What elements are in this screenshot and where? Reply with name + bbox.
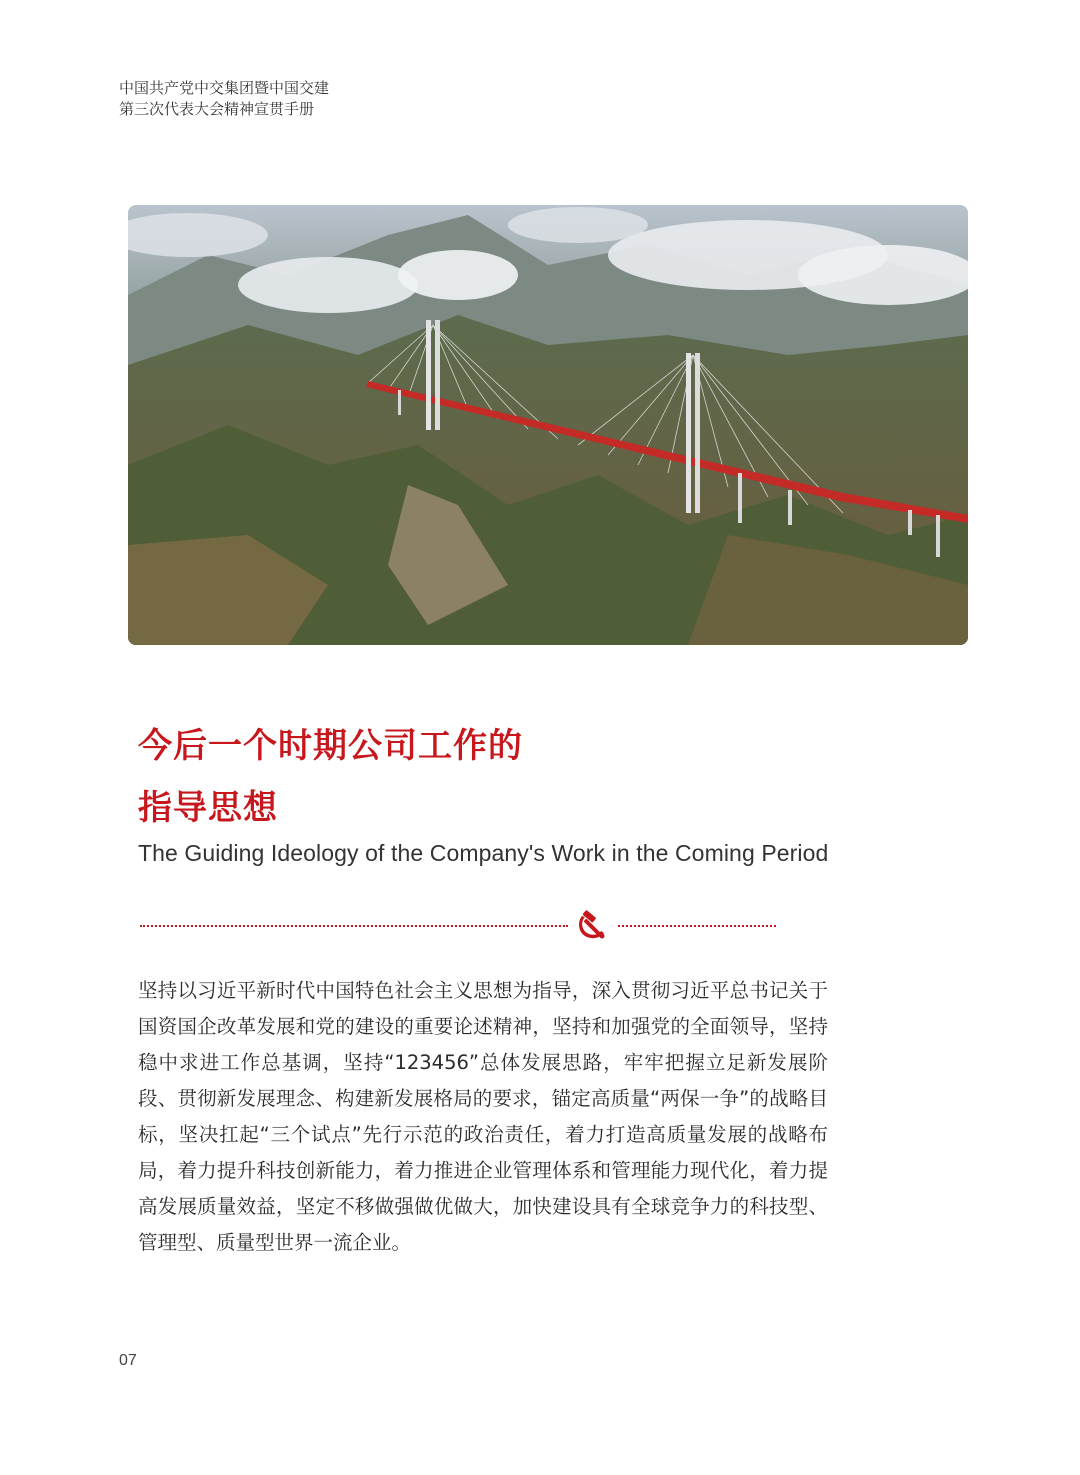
header-line-2: 第三次代表大会精神宣贯手册 (119, 100, 315, 118)
section-title-line-1: 今后一个时期公司工作的 (138, 726, 523, 766)
divider-dots-right (618, 925, 776, 927)
hammer-sickle-icon (573, 907, 609, 943)
section-title-line-2: 指导思想 (138, 788, 278, 828)
divider-dots-left (140, 925, 568, 927)
page-number: 07 (119, 1352, 137, 1369)
section-body: 坚持以习近平新时代中国特色社会主义思想为指导，深入贯彻习近平总书记关于国资国企改革发展和党的建设的重要论述精神，坚持和加强党的全面领导，坚持稳中求进工作总基调，坚持“123456”总体发展思路，牢牢把握立足新发展阶段、贯彻新发展理念、构建新发展格局的要求，锚定高质量“两保一争”的战略目标，坚决扛起“三个试点”先行示范的政治责任，着力打造高质量发展的战略布局，着力提升科技创新能力，着力推进企业管理体系和管理能力现代化，着力提高发展质量效益，坚定不移做强做优做大，加快建设具有全球竞争力的科技型、管理型、质量型世界一流企业。 (138, 979, 828, 1254)
bridge-photo (128, 205, 968, 645)
document-header (119, 78, 329, 120)
header-line-1: 中国共产党中交集团暨中国交建 (119, 79, 330, 97)
section-subtitle-en: The Guiding Ideology of the Company's Work in the Coming Period (138, 840, 829, 866)
